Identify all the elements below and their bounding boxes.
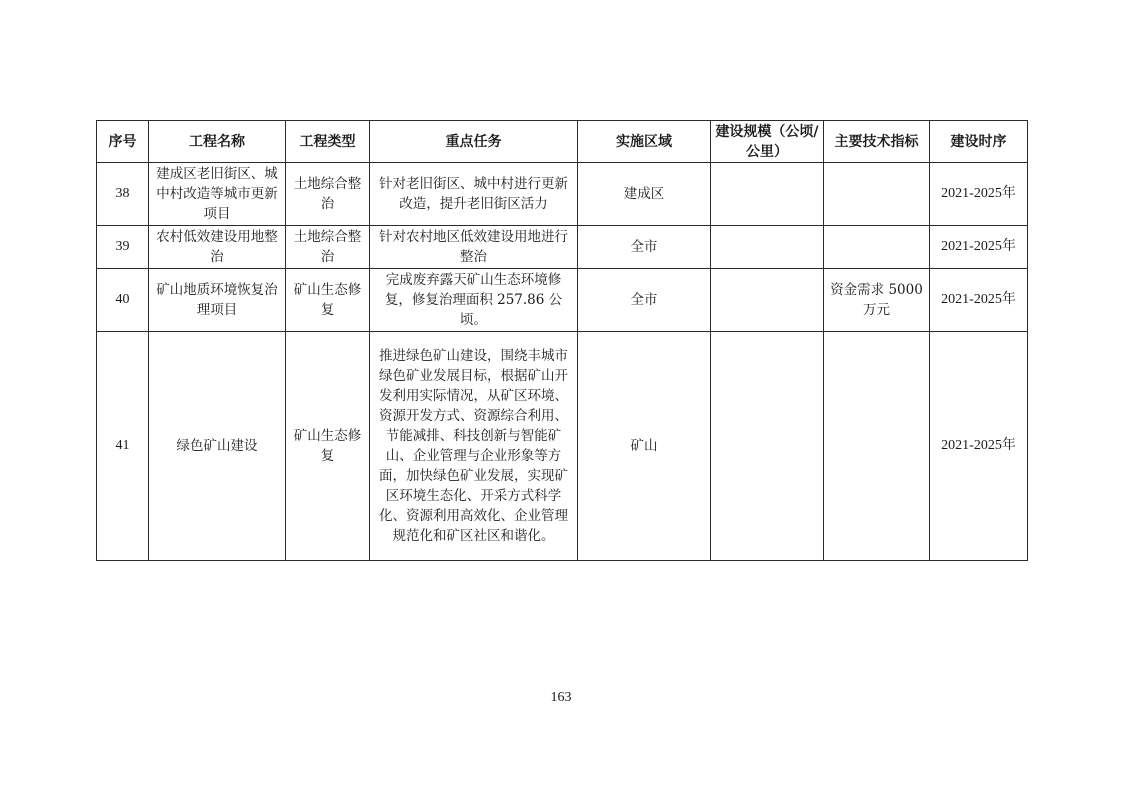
cell-period: 2021-2025年 xyxy=(930,332,1028,561)
table-row xyxy=(97,226,1028,269)
table-row xyxy=(97,269,1028,332)
cell-type: 土地综合整治 xyxy=(286,226,370,269)
cell-seq: 40 xyxy=(97,269,149,332)
cell-task: 推进绿色矿山建设，围绕丰城市绿色矿业发展目标，根据矿山开发利用实际情况，从矿区环境、资源开发方式、资源综合利用、节能减排、科技创新与智能矿山、企业管理与企业形象等方面，加快绿色矿业发展，实现矿区环境生态化、开采方式科学化、资源利用高效化、企业管理规范化和矿区社区和谐化。 xyxy=(370,332,578,561)
cell-type: 矿山生态修复 xyxy=(286,269,370,332)
cell-scale xyxy=(711,163,824,226)
table-row xyxy=(97,163,1028,226)
header-scale: 建设规模（公顷/公里） xyxy=(711,121,824,163)
project-table xyxy=(96,120,1028,561)
cell-task: 针对老旧街区、城中村进行更新改造，提升老旧街区活力 xyxy=(370,163,578,226)
cell-area: 矿山 xyxy=(578,332,711,561)
cell-indicator: 资金需求 5000 万元 xyxy=(824,269,930,332)
cell-name: 绿色矿山建设 xyxy=(149,332,286,561)
header-period: 建设时序 xyxy=(930,121,1028,163)
cell-task: 完成废弃露天矿山生态环境修复，修复治理面积 257.86 公顷。 xyxy=(370,269,578,332)
cell-task: 针对农村地区低效建设用地进行整治 xyxy=(370,226,578,269)
cell-indicator xyxy=(824,332,930,561)
table-header-row xyxy=(97,121,1028,163)
cell-name: 建成区老旧街区、城中村改造等城市更新项目 xyxy=(149,163,286,226)
cell-type: 矿山生态修复 xyxy=(286,332,370,561)
cell-area: 全市 xyxy=(578,269,711,332)
cell-scale xyxy=(711,269,824,332)
cell-area: 全市 xyxy=(578,226,711,269)
cell-scale xyxy=(711,226,824,269)
cell-name: 农村低效建设用地整治 xyxy=(149,226,286,269)
header-seq: 序号 xyxy=(97,121,149,163)
cell-name: 矿山地质环境恢复治理项目 xyxy=(149,269,286,332)
cell-scale xyxy=(711,332,824,561)
cell-seq: 41 xyxy=(97,332,149,561)
cell-period: 2021-2025年 xyxy=(930,163,1028,226)
table-row xyxy=(97,332,1028,561)
header-indicator: 主要技术指标 xyxy=(824,121,930,163)
cell-period: 2021-2025年 xyxy=(930,269,1028,332)
header-task: 重点任务 xyxy=(370,121,578,163)
cell-period: 2021-2025年 xyxy=(930,226,1028,269)
cell-seq: 39 xyxy=(97,226,149,269)
header-area: 实施区域 xyxy=(578,121,711,163)
header-name: 工程名称 xyxy=(149,121,286,163)
header-type: 工程类型 xyxy=(286,121,370,163)
cell-type: 土地综合整治 xyxy=(286,163,370,226)
page-number: 163 xyxy=(550,690,572,705)
cell-indicator xyxy=(824,163,930,226)
cell-seq: 38 xyxy=(97,163,149,226)
cell-area: 建成区 xyxy=(578,163,711,226)
cell-indicator xyxy=(824,226,930,269)
